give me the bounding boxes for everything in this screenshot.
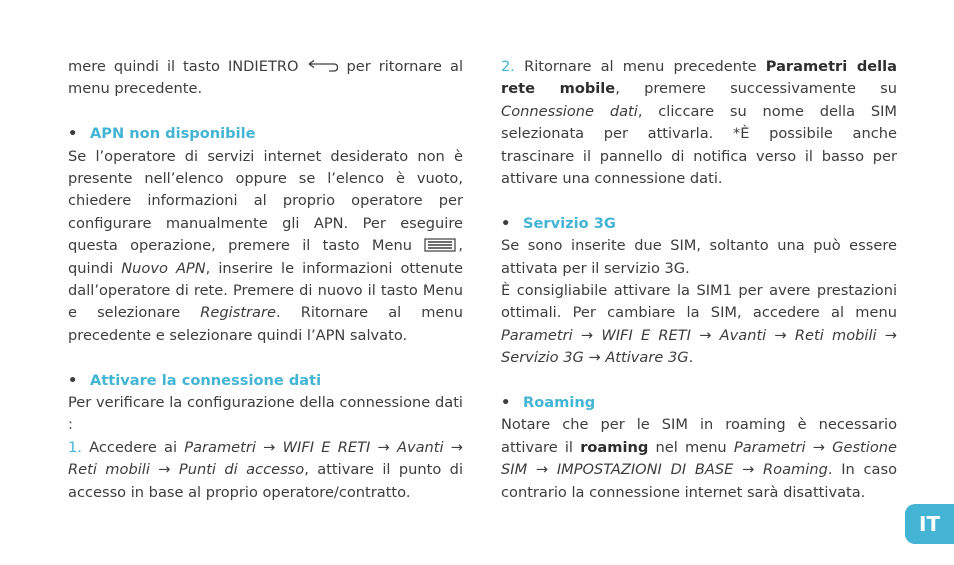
service-3g-paragraph <box>501 280 897 370</box>
bullet-dot: • <box>501 394 511 412</box>
roaming-menu-path: Parametri → Gestione SIM → IMPOSTAZIONI DI BASE → Roaming <box>501 438 897 479</box>
step-2-text-c: , cliccare su nome della SIM selezionata per attivarla. *È possibile anche trascinare il pannello di notifica verso il basso per attivare una connessione dati. <box>501 102 898 188</box>
apn-paragraph <box>68 146 463 348</box>
service-3g-heading-label: Servizio 3G <box>523 214 616 232</box>
bullet-dot: • <box>501 214 511 232</box>
connection-heading <box>68 370 463 392</box>
registrare-label: Registrare <box>200 304 276 322</box>
intro-text-a: mere quindi il tasto INDIETRO <box>68 58 299 75</box>
step-number: 1. <box>68 438 82 456</box>
apn-heading-label: APN non disponibile <box>90 125 256 143</box>
step-number: 2. <box>501 58 515 75</box>
step-2-text-b: , premere successivamente su <box>615 80 897 98</box>
intro-text-b: per ritornare al menu precedente. <box>68 58 464 98</box>
connection-heading-label: Attivare la connessione dati <box>90 371 322 389</box>
roaming-paragraph <box>501 414 897 504</box>
step-1-menu-path: Parametri → WIFI E RETI → Avanti → Reti mobili → Punti di accesso <box>68 438 464 479</box>
bullet-dot: • <box>68 125 78 143</box>
step-2-bold-label: Parametri della rete mobile <box>501 58 898 98</box>
step-2-text-a: Ritornare al menu precedente <box>524 58 757 75</box>
apn-text-a: Se l’operatore di servizi internet desiderato non è presente nell’elenco oppure se l’elenco è vuoto, chiedere informazioni al proprio operatore per configurare manualmente gli APN. Per eseguire questa operazione, premere il tasto Menu <box>68 147 463 255</box>
step-1-text-a: Accedere ai <box>89 438 178 456</box>
bullet-dot: • <box>68 371 78 389</box>
menu-icon <box>424 238 458 252</box>
apn-heading <box>68 123 463 145</box>
service-3g-text-a: Se sono inserite due SIM, soltanto una può essere attivata per il servizio 3G. <box>501 237 897 277</box>
roaming-text-b: nel menu <box>655 438 727 456</box>
service-3g-heading <box>501 213 897 235</box>
roaming-bold-label: roaming <box>580 438 649 456</box>
service-3g-text-b: È consigliabile attivare la SIM1 per avere prestazioni ottimali. Per cambiare la SIM, accedere al menu <box>501 282 897 322</box>
service-3g-menu-path: Parametri → WIFI E RETI → Avanti → Reti mobili → Servizio 3G → Attivare 3G <box>501 326 897 367</box>
step-2-paragraph <box>501 56 897 190</box>
nuovo-apn-label: Nuovo APN <box>121 259 206 277</box>
back-icon <box>307 60 339 72</box>
step-2-italic-label: Connessione dati <box>501 102 638 120</box>
roaming-heading-label: Roaming <box>523 394 596 412</box>
connection-step-1 <box>68 437 463 504</box>
step-1-text-b: , attivare il punto di accesso in base al proprio operatore/contratto. <box>68 461 463 501</box>
roaming-text-a: Notare che per le SIM in roaming è necessario attivare il <box>501 416 897 456</box>
left-column <box>68 56 463 504</box>
roaming-text-c: . In caso contrario la connessione internet sarà disattivata. <box>501 461 897 501</box>
apn-text-d: . Ritornare al menu precedente e selezionare quindi l’APN salvato. <box>68 304 464 344</box>
apn-text-b: , quindi <box>68 237 464 277</box>
service-3g-end: . <box>688 349 694 367</box>
intro-paragraph <box>68 56 463 101</box>
language-tab: IT <box>905 504 954 544</box>
apn-text-c: , inserire le informazioni ottenute dall’operatore di rete. Premere di nuovo il tasto Menu e selezionare <box>68 259 463 322</box>
right-column <box>501 56 897 504</box>
roaming-heading <box>501 392 897 414</box>
connection-paragraph: Per verificare la configurazione della connessione dati : <box>68 394 463 434</box>
